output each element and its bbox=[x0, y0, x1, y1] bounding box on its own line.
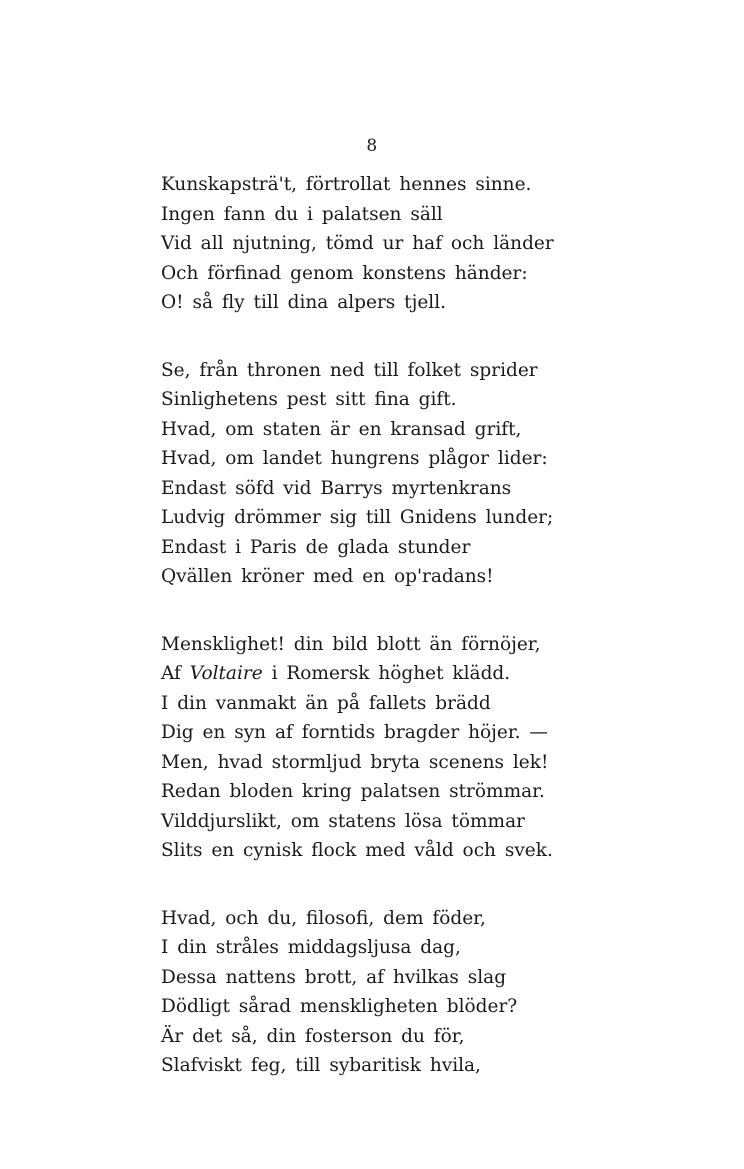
poem-line-voltaire bbox=[161, 659, 581, 689]
poem-line: Redan bloden kring palatsen strömmar. bbox=[161, 781, 545, 802]
poem-line: Dessa nattens brott, af hvilkas slag bbox=[161, 966, 507, 988]
poem-line: Ludvig drömmer sig till Gnidens lunder; bbox=[161, 507, 554, 528]
poem-line: Och förfinad genom konstens händer: bbox=[161, 262, 528, 284]
poem-line: Sinlighetens pest sitt fina gift. bbox=[161, 389, 457, 410]
stanza-4 bbox=[161, 904, 581, 1081]
poem-line: Hvad, om landet hungrens plågor lider: bbox=[161, 448, 548, 469]
poem-line: I din vanmakt än på fallets brädd bbox=[161, 692, 491, 714]
poem-line: Kunskapsträ't, förtrollat hennes sinne. bbox=[161, 174, 532, 195]
voltaire-name: Voltaire bbox=[189, 663, 263, 684]
poem-line: Hvad, om staten är en kransad grift, bbox=[161, 418, 522, 440]
poem-line: Slits en cynisk flock med våld och svek. bbox=[161, 840, 553, 861]
poem-line: Hvad, och du, filosofi, dem föder, bbox=[161, 907, 486, 929]
poem-line: Men, hvad stormljud bryta scenens lek! bbox=[161, 751, 549, 773]
poem-line: Dödligt sårad menskligheten blöder? bbox=[161, 996, 518, 1017]
poem-line: Ingen fann du i palatsen säll bbox=[161, 203, 443, 225]
poem-line: O! så fly till dina alpers tjell. bbox=[161, 292, 446, 313]
poem-line: Mensklighet! din bild blott än förnöjer, bbox=[161, 633, 541, 655]
poem-line: I din stråles middagsljusa dag, bbox=[161, 937, 461, 958]
poem-line: Är det så, din fosterson du för, bbox=[161, 1025, 465, 1047]
stanza-3 bbox=[161, 630, 581, 866]
poem-line: Dig en syn af forntids bragder höjer. — bbox=[161, 722, 548, 743]
voltaire-line-suffix: i Romersk höghet klädd. bbox=[271, 663, 511, 684]
poem-line: Vid all njutning, tömd ur haf och länder bbox=[161, 233, 554, 254]
poem-line: Se, från thronen ned till folket sprider bbox=[161, 359, 538, 381]
poem-line: Qvällen kröner med en op'radans! bbox=[161, 566, 494, 587]
poem-line: Vilddjurslikt, om statens lösa tömmar bbox=[161, 810, 525, 832]
poem-line: Endast söfd vid Barrys myrtenkrans bbox=[161, 477, 512, 499]
stanza-1 bbox=[161, 170, 581, 318]
voltaire-line-prefix: Af bbox=[161, 663, 181, 684]
poem bbox=[161, 170, 581, 1119]
stanza-2 bbox=[161, 356, 581, 592]
poem-line: Endast i Paris de glada stunder bbox=[161, 536, 471, 558]
poem-line: Slafviskt feg, till sybaritisk hvila, bbox=[161, 1055, 481, 1076]
page-number: 8 bbox=[366, 136, 378, 156]
